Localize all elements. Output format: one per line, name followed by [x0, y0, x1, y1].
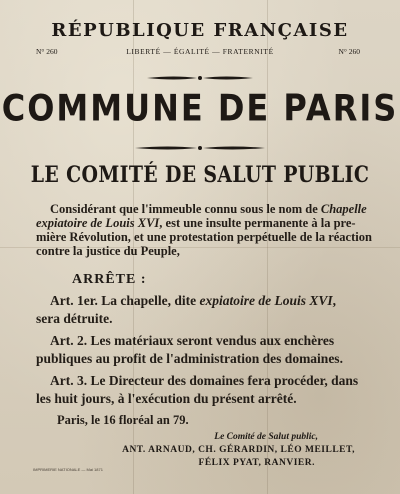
preamble-line: mière Révolution, et une protestation perpétuelle de la réaction: [36, 230, 372, 244]
republic-heading: RÉPUBLIQUE FRANÇAISE: [51, 20, 349, 41]
article-1-line: sera détruite.: [36, 311, 113, 326]
preamble-line: contre la justice du Peuple,: [36, 244, 180, 258]
preamble-text: Considérant que l'immeuble connu sous le nom de: [50, 202, 321, 216]
committee-signature: Le Comité de Salut public,: [214, 432, 318, 442]
preamble-line: [50, 202, 367, 216]
preamble-text: , est une insulte permanente à la pre-: [159, 216, 356, 230]
signatories-line: ANT. ARNAUD, CH. GÉRARDIN, LÉO MEILLET,: [122, 445, 355, 455]
main-title: COMMUNE DE PARIS: [1, 86, 399, 130]
article-1-line: [50, 293, 336, 309]
ornament-divider: [133, 136, 267, 142]
committee-heading: LE COMITÉ DE SALUT PUBLIC: [30, 162, 370, 188]
signatories-line: FÉLIX PYAT, RANVIER.: [198, 458, 315, 468]
motto: LIBERTÉ — ÉGALITÉ — FRATERNITÉ: [126, 47, 274, 56]
article-text: Art. 1er. La chapelle, dite: [50, 293, 200, 308]
article-2-line: publiques au profit de l'administration des domaines.: [36, 351, 343, 366]
preamble-italic: expiatoire de Louis XVI: [36, 216, 160, 230]
article-text: ,: [332, 293, 336, 308]
article-italic: expiatoire de Louis XVI: [199, 293, 333, 308]
preamble-italic: Chapelle: [320, 202, 367, 216]
decree-heading: ARRÊTE :: [72, 272, 147, 287]
article-3-line: Art. 3. Le Directeur des domaines fera procéder, dans: [50, 373, 359, 388]
decree-date: Paris, le 16 floréal an 79.: [57, 413, 189, 427]
article-2-line: Art. 2. Les matériaux seront vendus aux enchères: [50, 333, 335, 348]
poster-number-right: N° 260: [338, 47, 360, 56]
article-3-line: les huit jours, à l'exécution du présent arrêté.: [36, 391, 297, 406]
poster-number-left: N° 260: [36, 47, 58, 56]
ornament-divider: [145, 66, 255, 72]
printer-imprint: IMPRIMERIE NATIONALE — Mai 1871: [33, 467, 103, 472]
preamble-line: [36, 216, 356, 230]
